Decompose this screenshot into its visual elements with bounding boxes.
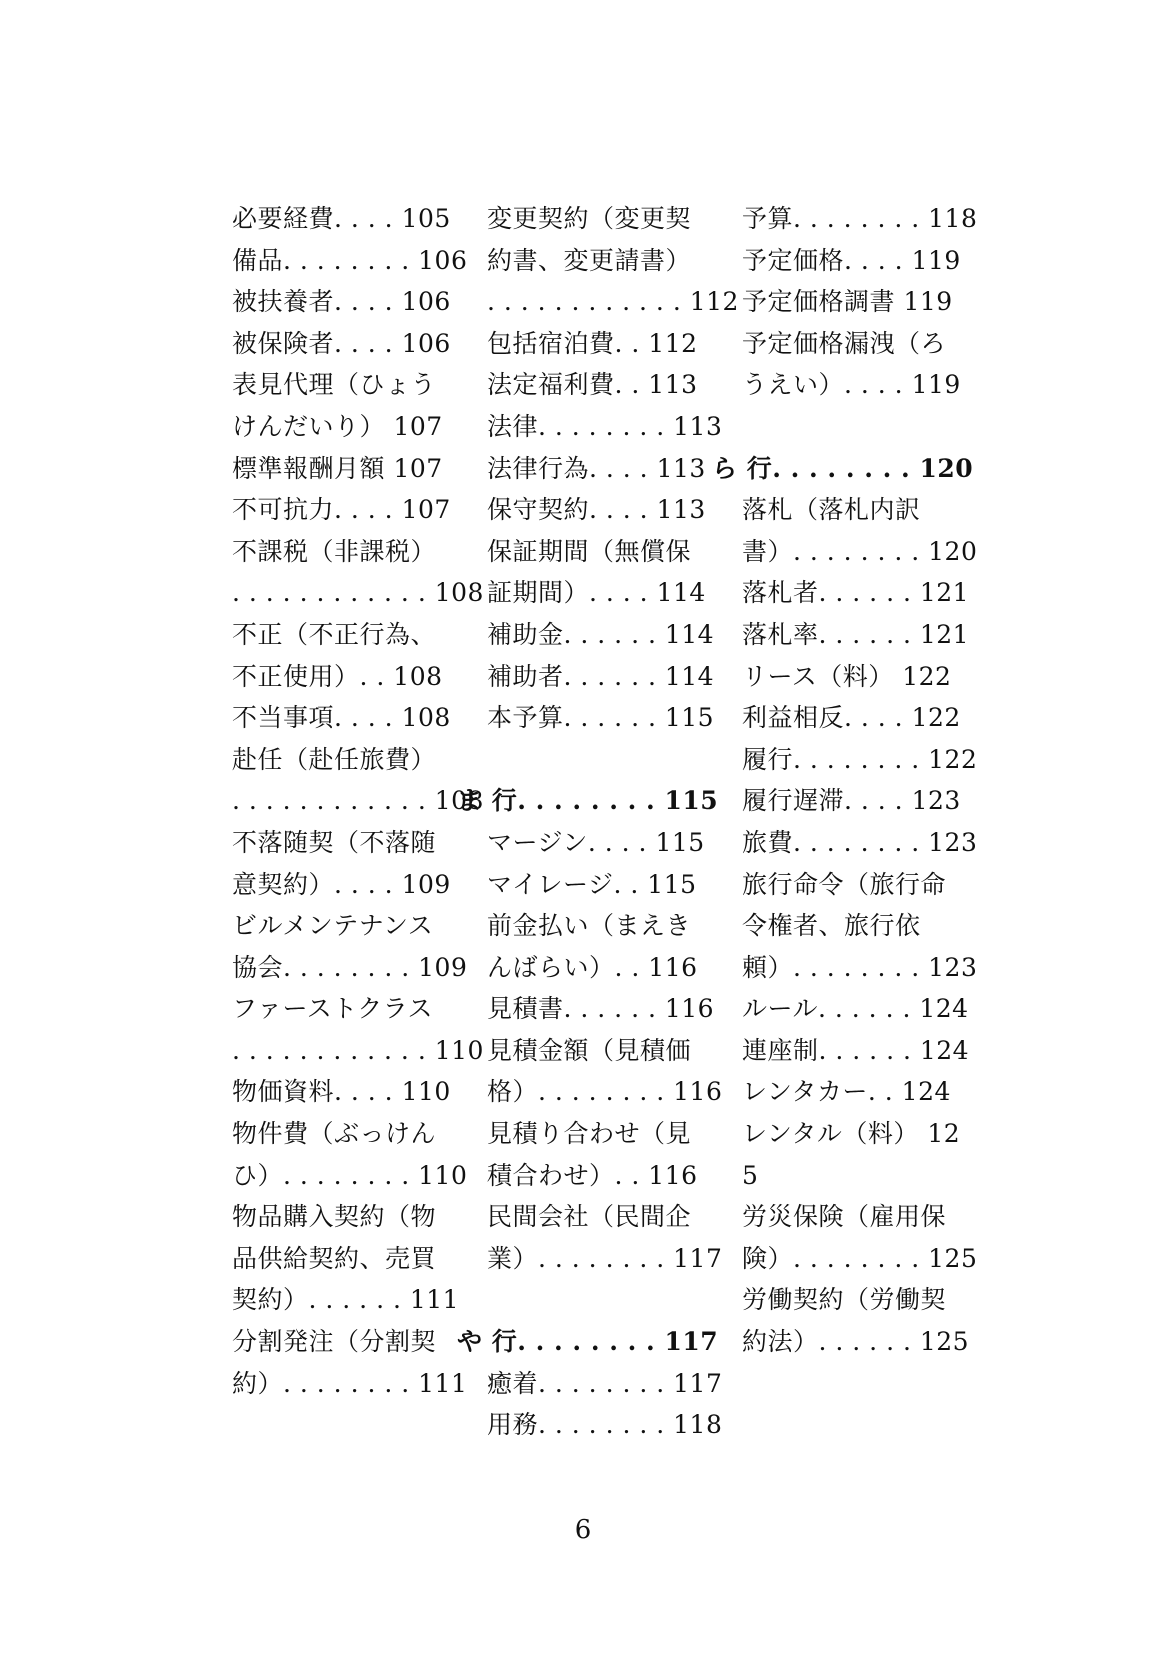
index-entry: 表見代理（ひょう: [232, 370, 437, 400]
index-entry: 見積金額（見積価: [487, 1035, 692, 1065]
section-gap: [742, 406, 970, 448]
index-entry: 分割発注（分割契: [232, 1327, 437, 1357]
index-entry: 赴任（赴任旅費）: [232, 744, 437, 774]
index-entry: 書）. . . . . . . . 120: [742, 536, 978, 566]
index-entry: リース（料） 122: [742, 661, 952, 691]
index-entry: 証期間）. . . . 114: [487, 578, 706, 608]
index-entry: 物件費（ぶっけん: [232, 1119, 437, 1149]
index-entry: 旅費. . . . . . . . 123: [742, 827, 978, 857]
index-entry: . . . . . . . . . . . . 110: [232, 1035, 484, 1065]
index-entry: 5: [742, 1160, 759, 1190]
index-entry: 連座制. . . . . . 124: [742, 1035, 970, 1065]
index-entry: 利益相反. . . . 122: [742, 703, 961, 733]
index-entry: けんだいり） 107: [232, 411, 443, 441]
index-entry: 備品. . . . . . . . 106: [232, 245, 468, 275]
page-number: 6: [574, 1515, 592, 1545]
index-entry: 約法）. . . . . . 125: [742, 1327, 970, 1357]
index-entry: 落札（落札内訳: [742, 495, 921, 525]
index-entry: マイレージ. . 115: [487, 869, 697, 899]
index-column-1: [232, 198, 484, 1404]
index-entry: 補助金. . . . . . 114: [487, 619, 715, 649]
index-entry: ひ）. . . . . . . . 110: [232, 1160, 468, 1190]
index-entry: 標準報酬月額 107: [232, 453, 443, 483]
index-entry: 意契約）. . . . 109: [232, 869, 451, 899]
index-entry: 不正（不正行為、: [232, 619, 437, 649]
index-entry: 変更契約（変更契: [487, 204, 692, 233]
index-entry: 本予算. . . . . . 115: [487, 703, 715, 733]
index-entry: 契約）. . . . . . 111: [232, 1285, 460, 1315]
index-entry: マージン. . . . 115: [487, 827, 705, 857]
index-entry: . . . . . . . . . . . . 108: [232, 786, 484, 816]
index-entry: 予定価格. . . . 119: [742, 245, 961, 275]
index-entry: 被保険者. . . . 106: [232, 328, 451, 358]
index-entry: 品供給契約、売買: [232, 1243, 437, 1273]
index-entry: 物価資料. . . . 110: [232, 1077, 451, 1107]
index-column-3: [712, 198, 978, 1363]
index-entry: 令権者、旅行依: [742, 911, 921, 941]
index-entry: 物品購入契約（物: [232, 1202, 437, 1232]
index-entry: 予定価格調書 119: [742, 287, 953, 317]
index-entry: 労災保険（雇用保: [742, 1202, 947, 1232]
index-entry: ルール. . . . . . 124: [742, 994, 969, 1024]
index-entry: 補助者. . . . . . 114: [487, 661, 715, 691]
index-entry: 格）. . . . . . . . 116: [487, 1077, 723, 1107]
index-entry: 民間会社（民間企: [487, 1202, 692, 1232]
index-entry: 約）. . . . . . . . 111: [232, 1368, 468, 1398]
index-entry: 法律. . . . . . . . 113: [487, 411, 723, 441]
index-entry: 必要経費. . . . 105: [232, 204, 451, 233]
index-entry: 法定福利費. . 113: [487, 370, 698, 400]
index-entry: 業）. . . . . . . . 117: [487, 1243, 723, 1273]
index-entry: 不可抗力. . . . 107: [232, 495, 451, 525]
index-entry: 不当事項. . . . 108: [232, 703, 451, 733]
index-entry: ファーストクラス: [232, 994, 434, 1024]
index-entry: 険）. . . . . . . . 125: [742, 1243, 978, 1273]
index-entry: . . . . . . . . . . . . 108: [232, 578, 484, 608]
index-entry: 不落随契（不落随: [232, 827, 437, 857]
index-entry: レンタル（料） 12: [742, 1119, 961, 1149]
index-entry: 落札者. . . . . . 121: [742, 578, 970, 608]
section-heading: や 行. . . . . . . . 117: [457, 1327, 719, 1357]
index-entry: 包括宿泊費. . 112: [487, 328, 698, 358]
index-entry: 予算. . . . . . . . 118: [742, 204, 978, 233]
index-entry: 前金払い（まえき: [487, 911, 692, 941]
index-entry: レンタカー. . 124: [742, 1077, 951, 1107]
index-entry: 癒着. . . . . . . . 117: [487, 1368, 723, 1398]
index-entry: 被扶養者. . . . 106: [232, 287, 451, 317]
index-entry: 協会. . . . . . . . 109: [232, 952, 468, 982]
index-entry: 保証期間（無償保: [487, 536, 692, 566]
index-column-2: [457, 198, 739, 1446]
section-heading: ま 行. . . . . . . . 115: [457, 786, 719, 816]
index-entry: 予定価格漏洩（ろ: [742, 328, 947, 358]
section-heading: ら 行. . . . . . . . 120: [712, 453, 974, 483]
index-entry: 落札率. . . . . . 121: [742, 619, 970, 649]
index-entry: 旅行命令（旅行命: [742, 869, 947, 899]
index-entry: 法律行為. . . . 113: [487, 453, 706, 483]
index-entry: 用務. . . . . . . . 118: [487, 1410, 723, 1440]
index-entry: 見積り合わせ（見: [487, 1119, 692, 1149]
index-entry: うえい）. . . . 119: [742, 370, 961, 400]
index-entry: 見積書. . . . . . 116: [487, 994, 715, 1024]
section-gap: [487, 739, 715, 781]
index-entry: 不課税（非課税）: [232, 536, 437, 566]
index-entry: 約書、変更請書）: [487, 245, 692, 275]
index-entry: んばらい）. . 116: [487, 952, 698, 982]
index-entry: 頼）. . . . . . . . 123: [742, 952, 978, 982]
index-entry: 保守契約. . . . 113: [487, 495, 706, 525]
index-entry: . . . . . . . . . . . . 112: [487, 287, 739, 317]
index-entry: 履行. . . . . . . . 122: [742, 744, 978, 774]
section-gap: [487, 1279, 715, 1321]
index-entry: 不正使用）. . 108: [232, 661, 443, 691]
index-entry: ビルメンテナンス: [232, 911, 434, 941]
index-entry: 労働契約（労働契: [742, 1285, 947, 1315]
index-entry: 履行遅滞. . . . 123: [742, 786, 961, 816]
index-entry: 積合わせ）. . 116: [487, 1160, 698, 1190]
